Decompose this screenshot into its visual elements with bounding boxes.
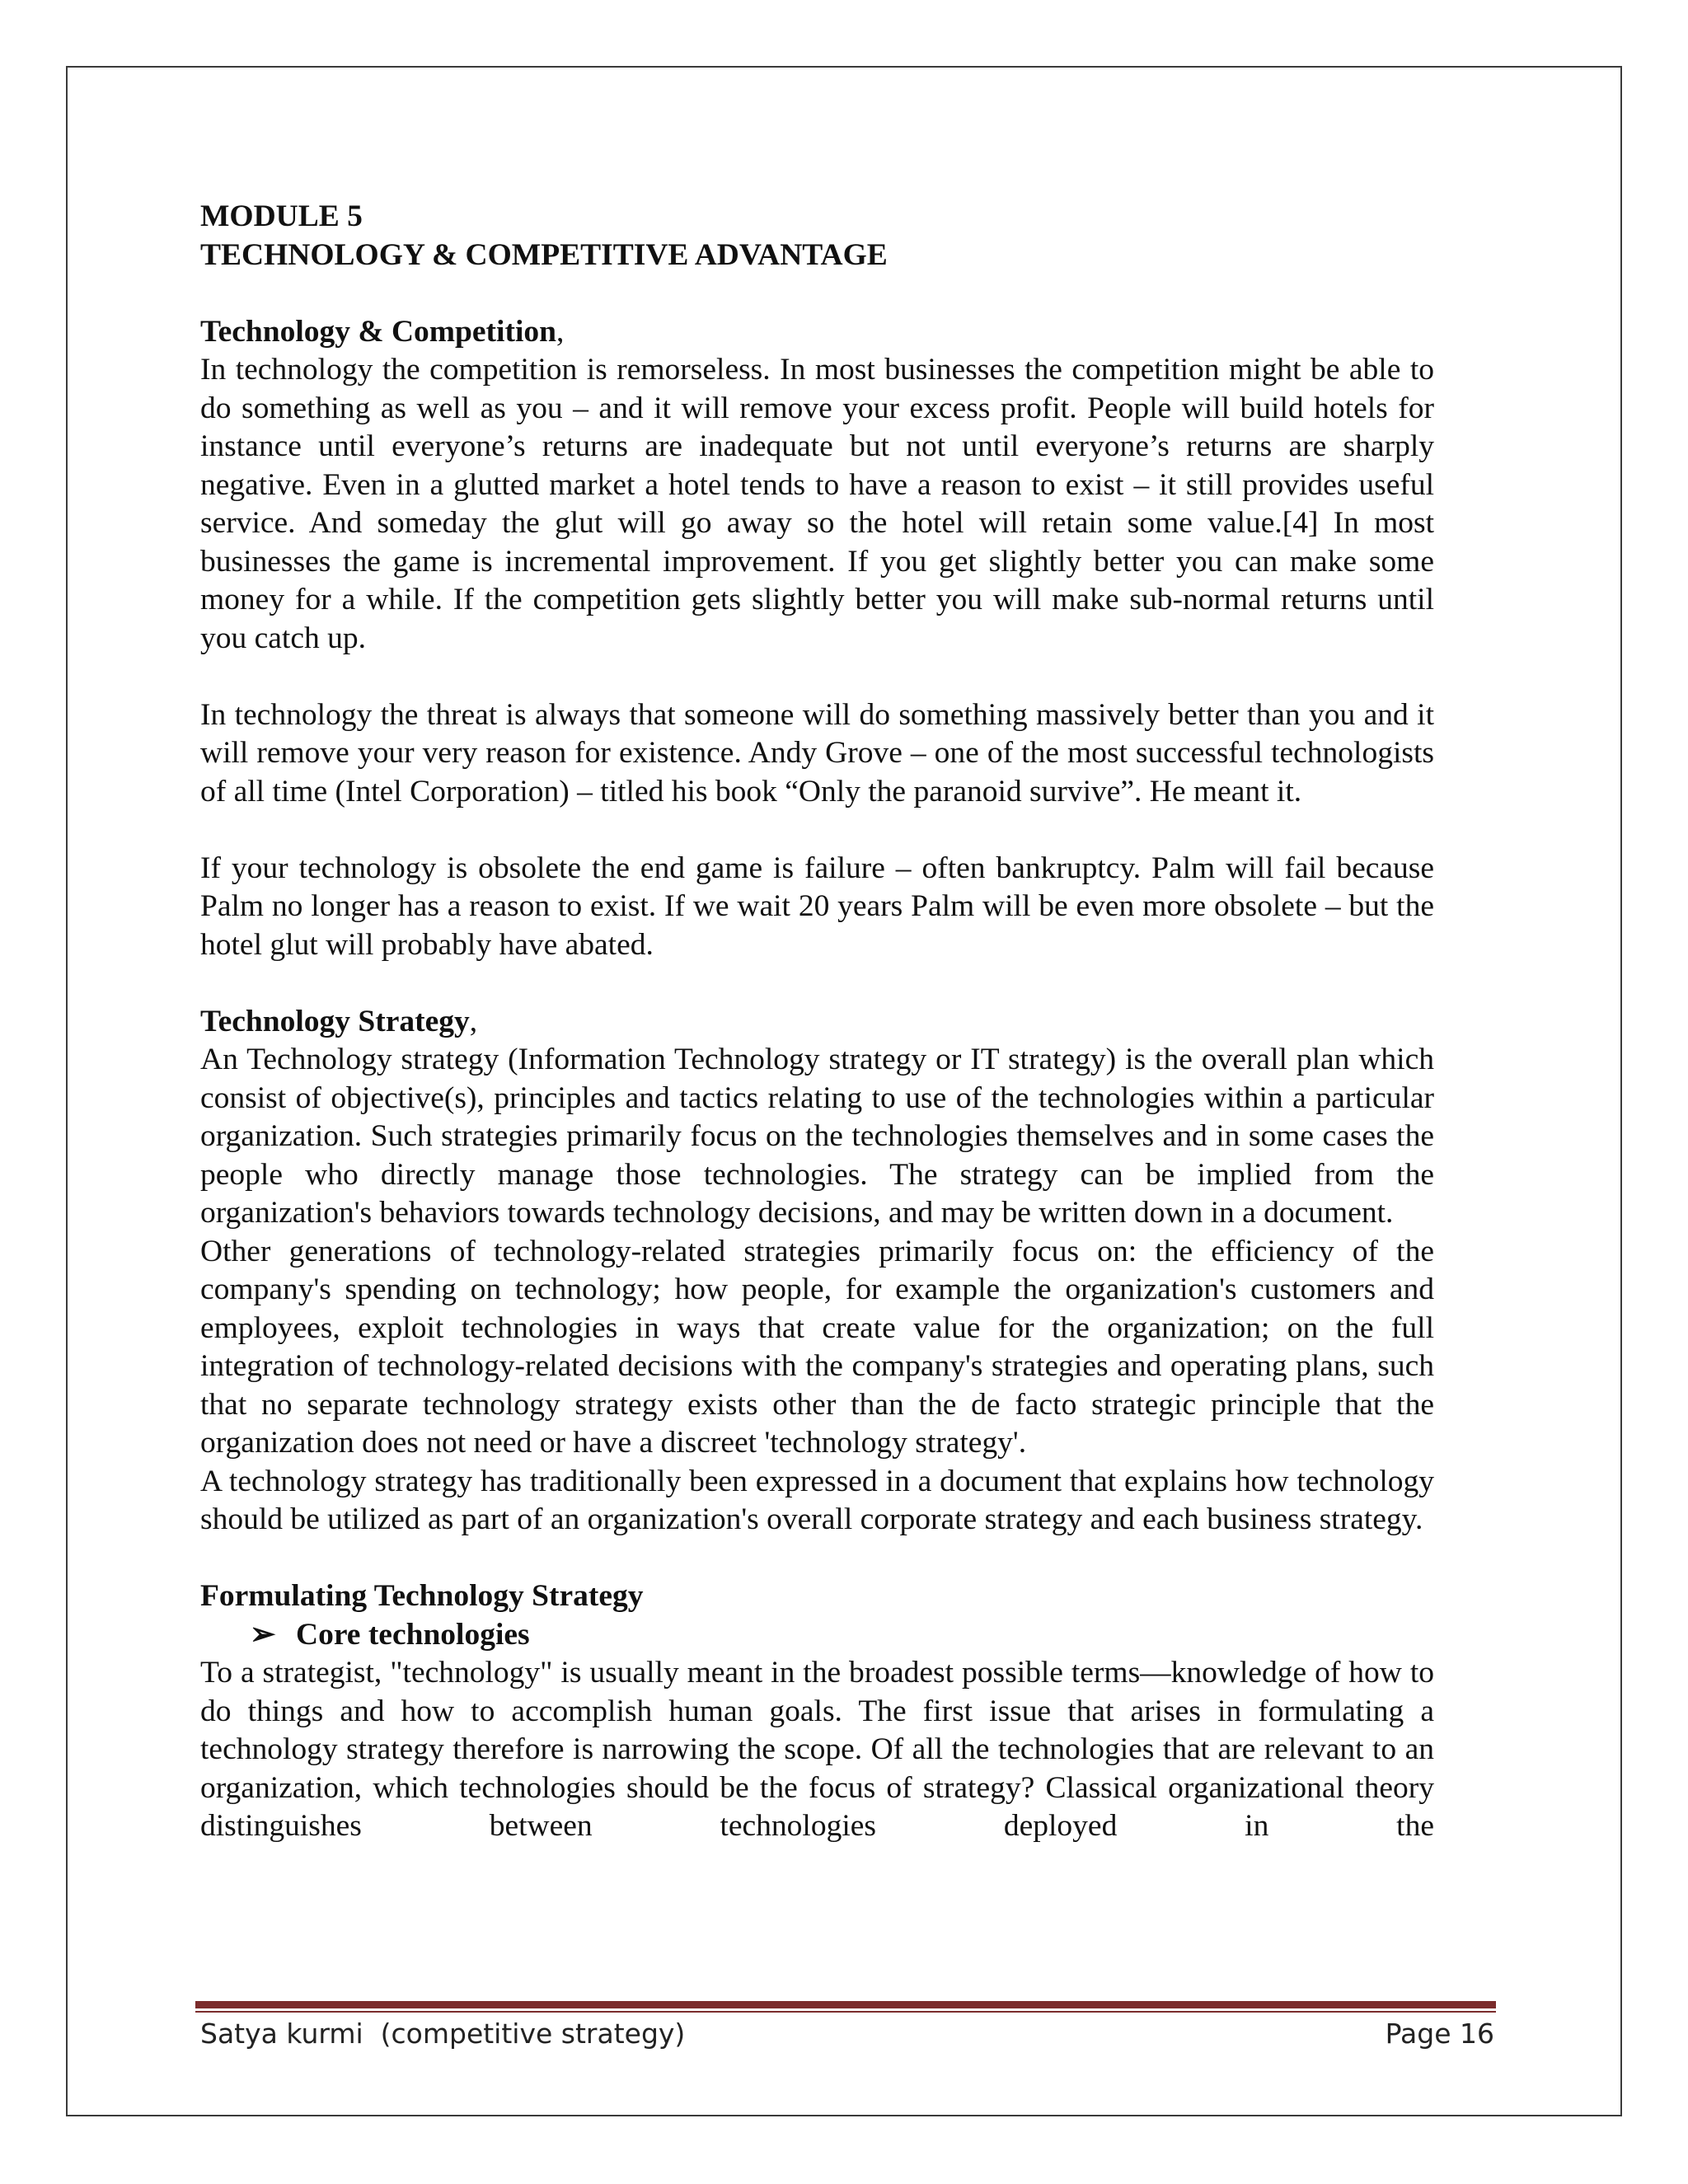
heading-text: Technology & Competition	[200, 314, 556, 349]
bullet-text: Core technologies	[296, 1617, 530, 1652]
spacer	[200, 658, 1434, 696]
module-number: MODULE 5	[200, 199, 363, 233]
paragraph: To a strategist, "technology" is usually meant in the broadest possible terms—knowledge of how to do things and how to accomplish human goals. The first issue that arises in formulating a technology strategy therefore is narrowing the scope. Of all the technologies that are relevant to an organization, which technologies should be the focus of strategy? Classical organizational theory distinguishes between technologies deployed in the	[200, 1656, 1434, 1843]
heading-suffix: ,	[556, 314, 565, 349]
paragraph: If your technology is obsolete the end game is failure – often bankruptcy. Palm will fail because Palm no longer has a reason to exist. If we wait 20 years Palm will be even more obsolete – but the hotel glut will probably have abated.	[200, 851, 1434, 962]
document-body	[200, 198, 1434, 1846]
page-number: Page 16	[1385, 2018, 1494, 2050]
spacer	[200, 811, 1434, 850]
section-heading-formulating: Formulating Technology Strategy	[200, 1579, 644, 1613]
paragraph: In technology the threat is always that someone will do something massively better than you and it will remove your very reason for existence. Andy Grove – one of the most successful technologists of all time (Intel Corporation) – titled his book “Only the paranoid survive”. He meant it.	[200, 697, 1434, 808]
heading-suffix: ,	[469, 1004, 478, 1038]
paragraph: In technology the competition is remorseless. In most businesses the competition might be able to do something as well as you – and it will remove your excess profit. People will build hotels for instance until everyone’s returns are inadequate but not until everyone’s returns are sharply negative. Even in a glutted market a hotel tends to have a reason to exist – it still provides useful service. And someday the glut will go away so the hotel will retain some value.[4] In most businesses the game is incremental improvement. If you get slightly better you can make some money for a while. If the competition gets slightly better you will make sub-normal returns until you catch up.	[200, 353, 1434, 655]
module-title: TECHNOLOGY & COMPETITIVE ADVANTAGE	[200, 237, 888, 272]
spacer	[200, 274, 1434, 313]
arrow-bullet-icon: ➢	[250, 1617, 276, 1652]
paragraph: An Technology strategy (Information Technology strategy or IT strategy) is the overall plan which consist of objective(s), principles and tactics relating to use of the technologies within a particular organization. Such strategies primarily focus on the technologies themselves and in some cases the people who directly manage those technologies. The strategy can be implied from the organization's behaviors towards technology decisions, and may be written down in a document.	[200, 1043, 1434, 1230]
section-heading-competition	[200, 313, 1434, 352]
footer-rule-thin	[195, 2011, 1496, 2013]
footer-author: Satya kurmi (competitive strategy)	[200, 2018, 686, 2050]
bullet-item	[200, 1616, 1434, 1655]
footer-rule	[195, 2001, 1496, 2008]
section-heading-strategy	[200, 1003, 1434, 1042]
spacer	[200, 1540, 1434, 1578]
page-footer	[200, 2018, 1494, 2059]
heading-text: Technology Strategy	[200, 1004, 470, 1038]
paragraph: A technology strategy has traditionally been expressed in a document that explains how technology should be utilized as part of an organization's overall corporate strategy and each business strategy.	[200, 1464, 1434, 1536]
spacer	[200, 964, 1434, 1003]
paragraph: Other generations of technology-related strategies primarily focus on: the efficiency of the company's spending on technology; how people, for example the organization's customers and employees, exploit technologies in ways that create value for the organization; on the full integration of technology-related decisions with the company's strategies and operating plans, such that no separate technology strategy exists other than the de facto strategic principle that the organization does not need or have a discreet 'technology strategy'.	[200, 1234, 1434, 1460]
